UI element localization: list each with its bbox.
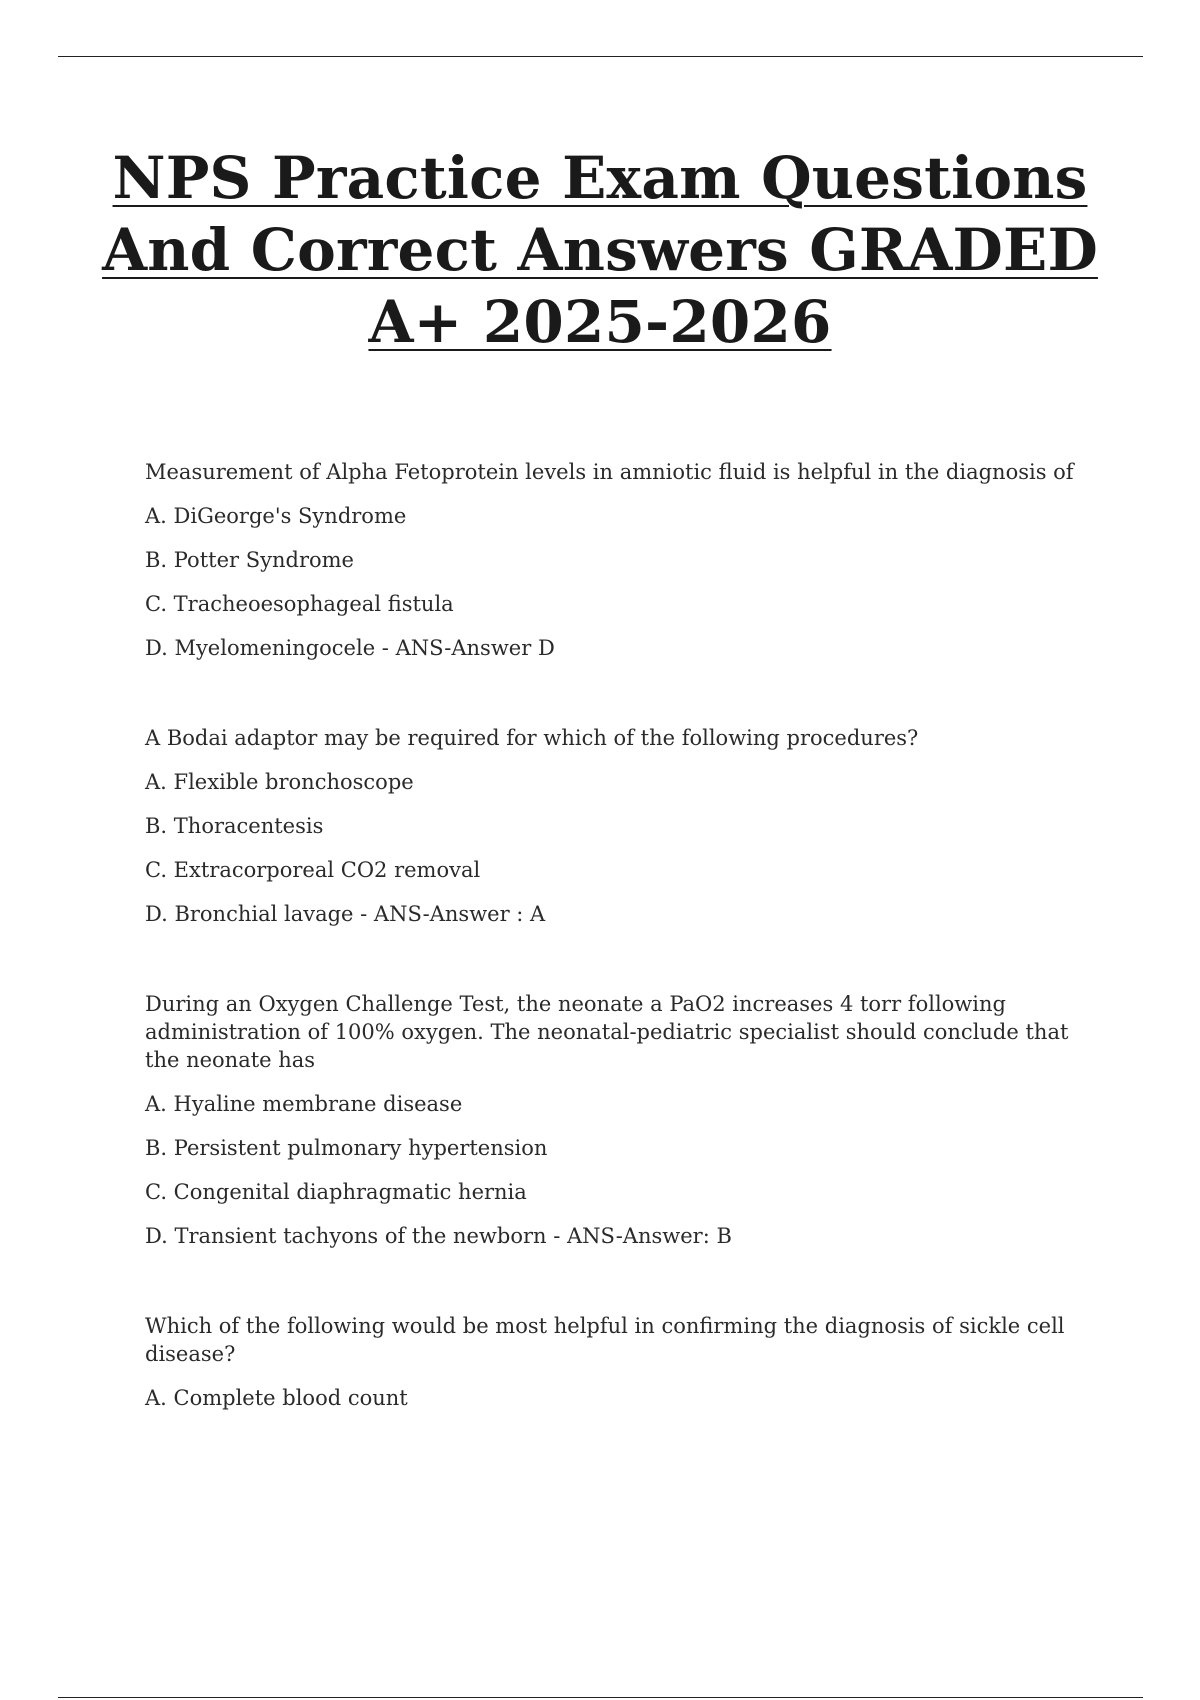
question-text: Measurement of Alpha Fetoprotein levels in amniotic fluid is helpful in the diagnosis of — [145, 460, 1074, 484]
question-1 — [145, 458, 1095, 662]
question-text: Which of the following would be most helpful in confirming the diagnosis of sickle cell disease? — [145, 1314, 1065, 1366]
answer-option: A. Flexible bronchoscope — [145, 770, 414, 794]
answer-option: B. Potter Syndrome — [145, 548, 354, 572]
question-text: A Bodai adaptor may be required for which of the following procedures? — [145, 726, 919, 750]
answer-option: D. Transient tachyons of the newborn - ANS-Answer: B — [145, 1224, 732, 1248]
questions-list — [145, 458, 1095, 1474]
document-title-text: NPS Practice Exam Questions And Correct Answers GRADED A+ 2025-2026 — [102, 144, 1098, 356]
answer-option: D. Bronchial lavage - ANS-Answer : A — [145, 902, 546, 926]
answer-option: D. Myelomeningocele - ANS-Answer D — [145, 636, 555, 660]
answer-option: B. Thoracentesis — [145, 814, 324, 838]
answer-option: A. Complete blood count — [145, 1386, 408, 1410]
answer-option: C. Tracheoesophageal fistula — [145, 592, 454, 616]
top-divider — [58, 56, 1143, 57]
question-2 — [145, 724, 1095, 928]
document-title — [80, 142, 1120, 358]
question-4 — [145, 1312, 1095, 1412]
question-3 — [145, 990, 1095, 1250]
answer-option: C. Extracorporeal CO2 removal — [145, 858, 481, 882]
question-text: During an Oxygen Challenge Test, the neonate a PaO2 increases 4 torr following administration of 100% oxygen. The neonatal-pediatric specialist should conclude that the neonate has — [145, 992, 1069, 1072]
answer-option: A. DiGeorge's Syndrome — [145, 504, 407, 528]
bottom-divider — [58, 1697, 1143, 1698]
answer-option: B. Persistent pulmonary hypertension — [145, 1136, 548, 1160]
answer-option: A. Hyaline membrane disease — [145, 1092, 463, 1116]
answer-option: C. Congenital diaphragmatic hernia — [145, 1180, 527, 1204]
